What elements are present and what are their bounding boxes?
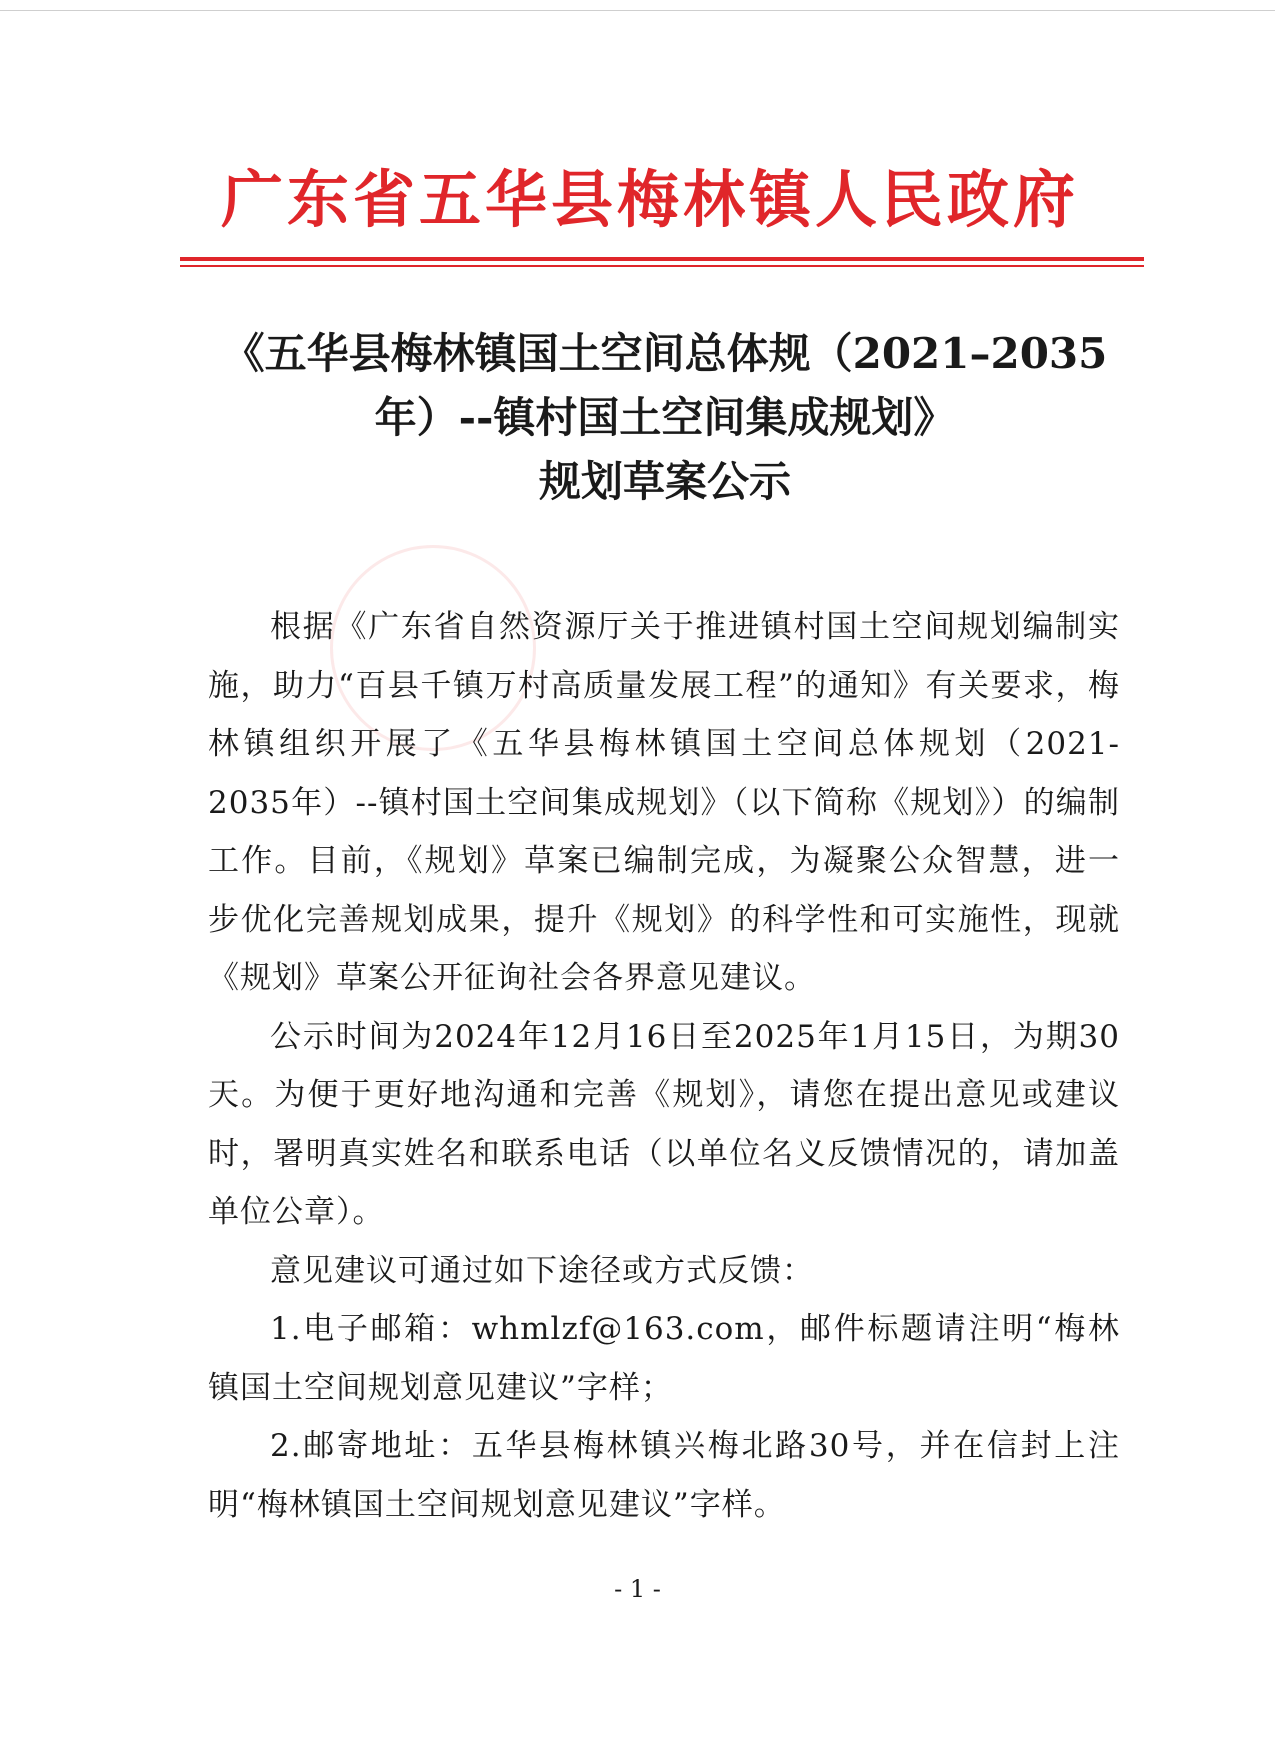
- red-header-rule-thin: [180, 265, 1144, 267]
- document-title-line-1: 《五华县梅林镇国土空间总体规（2021–2035: [222, 329, 1108, 378]
- red-header-rule-thick: [180, 257, 1144, 261]
- document-title: [200, 322, 1130, 514]
- document-title-line-3: 规划草案公示: [538, 457, 791, 506]
- paragraph-background: 根据《广东省自然资源厅关于推进镇村国土空间规划编制实施，助力“百县千镇万村高质量发展工程”的通知》有关要求，梅林镇组织开展了《五华县梅林镇国土空间总体规划（2021-2035年）--镇村国土空间集成规划》（以下简称《规划》）的编制工作。目前，《规划》草案已编制完成，为凝聚公众智慧，进一步优化完善规划成果，提升《规划》的科学性和可实施性，现就《规划》草案公开征询社会各界意见建议。: [208, 609, 1120, 996]
- document-body: [208, 598, 1120, 1534]
- paragraph-feedback-email: 1.电子邮箱：whmlzf@163.com，邮件标题请注明“梅林镇国土空间规划意见建议”字样；: [208, 1311, 1120, 1406]
- document-title-line-2: 年）--镇村国土空间集成规划》: [374, 393, 956, 442]
- issuer-masthead: 广东省五华县梅林镇人民政府: [220, 163, 1079, 236]
- page-number: - 1 -: [614, 1575, 661, 1603]
- paragraph-feedback-mail: 2.邮寄地址：五华县梅林镇兴梅北路30号，并在信封上注明“梅林镇国土空间规划意见建议”字样。: [208, 1428, 1120, 1523]
- paragraph-publicity-period: 公示时间为2024年12月16日至2025年1月15日，为期30天。为便于更好地沟通和完善《规划》，请您在提出意见或建议时，署明真实姓名和联系电话（以单位名义反馈情况的，请加盖单位公章）。: [208, 1018, 1120, 1230]
- paragraph-feedback-intro: 意见建议可通过如下途径或方式反馈：: [270, 1252, 814, 1289]
- scan-top-edge-line: [0, 10, 1275, 11]
